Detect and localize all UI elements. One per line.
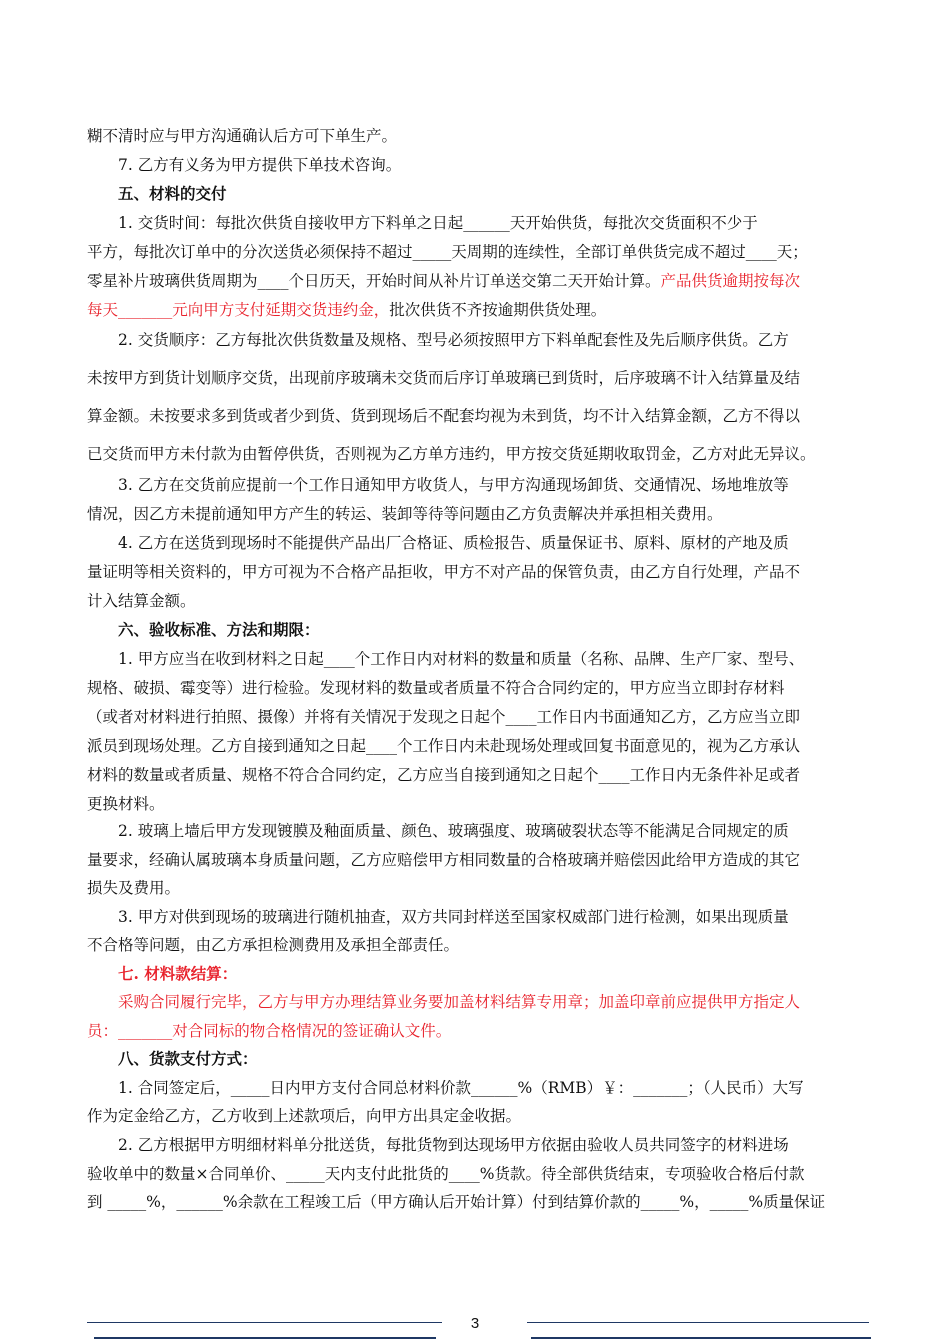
- para-line: 未按甲方到货计划顺序交货，出现前序玻璃未交货而后序订单玻璃已到货时，后序玻璃不计入结算量及结: [87, 369, 801, 387]
- para-line: 4. 乙方在送货到现场时不能提供产品出厂合格证、质检报告、质量保证书、原料、原材的产地及质: [118, 534, 789, 552]
- section-heading-7: 七. 材料款结算：: [118, 964, 238, 983]
- para-line: 量证明等相关资料的，甲方可视为不合格产品拒收，甲方不对产品的保管负责，由乙方自行处理，产品不: [87, 563, 801, 581]
- para-line: [87, 299, 606, 321]
- para-line: 更换材料。: [87, 795, 165, 813]
- para-line: 7. 乙方有义务为甲方提供下单技术咨询。: [118, 156, 402, 174]
- para-line: 到 _____%，______%余款在工程竣工后（甲方确认后开始计算）付到结算价款的_____%，_____%质量保证: [87, 1193, 826, 1211]
- para-line: 2. 交货顺序：乙方每批次供货数量及规格、型号必须按照甲方下料单配套性及先后顺序供货。乙方: [118, 331, 789, 349]
- para-line: 已交货而甲方未付款为由暂停供货，否则视为乙方单方违约，甲方按交货延期收取罚金，乙方对此无异议。: [87, 445, 816, 463]
- para-line: （或者对材料进行拍照、摄像）并将有关情况于发现之日起个____工作日内书面通知乙方，乙方应当立即: [87, 708, 801, 726]
- section-heading-8: 八、货款支付方式：: [118, 1049, 258, 1068]
- section-heading-6: 六、验收标准、方法和期限：: [118, 620, 320, 639]
- para-line: 1. 合同签定后，_____日内甲方支付合同总材料价款______%（RMB）￥：_______；（人民币）大写: [118, 1079, 804, 1097]
- para-line: 算金额。未按要求多到货或者少到货、货到现场后不配套均视为未到货，均不计入结算金额，乙方不得以: [87, 407, 801, 425]
- para-line: 验收单中的数量×合同单价、_____天内支付此批货的____%货款。待全部供货结束，专项验收合格后付款: [87, 1165, 805, 1183]
- para-line: 损失及费用。: [87, 879, 181, 897]
- para-line: 3. 乙方在交货前应提前一个工作日通知甲方收货人，与甲方沟通现场卸货、交通情况、场地堆放等: [118, 476, 789, 494]
- footer-rule-left-bottom: [94, 1337, 436, 1339]
- para-line: 材料的数量或者质量、规格不符合合同约定，乙方应当自接到通知之日起个____工作日内无条件补足或者: [87, 766, 801, 784]
- page-number: 3: [470, 1315, 480, 1332]
- para-line: 2. 乙方根据甲方明细材料单分批送货，每批货物到达现场甲方依据由验收人员共同签字的材料进场: [118, 1136, 789, 1154]
- red-highlight-text: 产品供货逾期按每次: [660, 272, 801, 290]
- para-line: 3. 甲方对供到现场的玻璃进行随机抽查，双方共同封样送至国家权威部门进行检测，如果出现质量: [118, 908, 789, 926]
- red-highlight-text: 每天_______元向甲方支付延期交货违约金，: [87, 301, 390, 319]
- text-run: 零星补片玻璃供货周期为____个日历天，开始时间从补片订单送交第二天开始计算。: [87, 272, 661, 290]
- para-line: 不合格等问题，由乙方承担检测费用及承担全部责任。: [87, 936, 460, 954]
- para-line: 量要求，经确认属玻璃本身质量问题，乙方应赔偿甲方相同数量的合格玻璃并赔偿因此给甲方造成的其它: [87, 851, 801, 869]
- para-line: 平方，每批次订单中的分次送货必须保持不超过_____天周期的连续性，全部订单供货完成不超过____天；: [87, 243, 808, 261]
- para-line: 2. 玻璃上墙后甲方发现镀膜及釉面质量、颜色、玻璃强度、玻璃破裂状态等不能满足合同规定的质: [118, 822, 789, 840]
- footer-rule-right-bottom: [531, 1337, 871, 1339]
- red-paragraph-line: 采购合同履行完毕，乙方与甲方办理结算业务要加盖材料结算专用章；加盖印章前应提供甲方指定人: [118, 993, 801, 1011]
- para-line: 情况，因乙方未提前通知甲方产生的转运、装卸等待等问题由乙方负责解决并承担相关费用。: [87, 505, 723, 523]
- para-line: 派员到现场处理。乙方自接到通知之日起____个工作日内未赴现场处理或回复书面意见的，视为乙方承认: [87, 737, 801, 755]
- para-line: 规格、破损、霉变等）进行检验。发现材料的数量或者质量不符合合同约定的，甲方应当立即封存材料: [87, 679, 785, 697]
- para-line: 作为定金给乙方，乙方收到上述款项后，向甲方出具定金收据。: [87, 1107, 522, 1125]
- para-line: [87, 270, 800, 292]
- para-line: 糊不清时应与甲方沟通确认后方可下单生产。: [87, 127, 398, 145]
- text-run: 批次供货不齐按逾期供货处理。: [389, 301, 607, 319]
- section-heading-5: 五、材料的交付: [118, 184, 227, 203]
- para-line: 1. 交货时间：每批次供货自接收甲方下料单之日起______天开始供货，每批次交货面积不少于: [118, 214, 758, 232]
- para-line: 1. 甲方应当在收到材料之日起____个工作日内对材料的数量和质量（名称、品牌、生产厂家、型号、: [118, 650, 805, 668]
- red-paragraph-line: 员：_______对合同标的物合格情况的签证确认文件。: [87, 1022, 452, 1040]
- para-line: 计入结算金额。: [87, 592, 196, 610]
